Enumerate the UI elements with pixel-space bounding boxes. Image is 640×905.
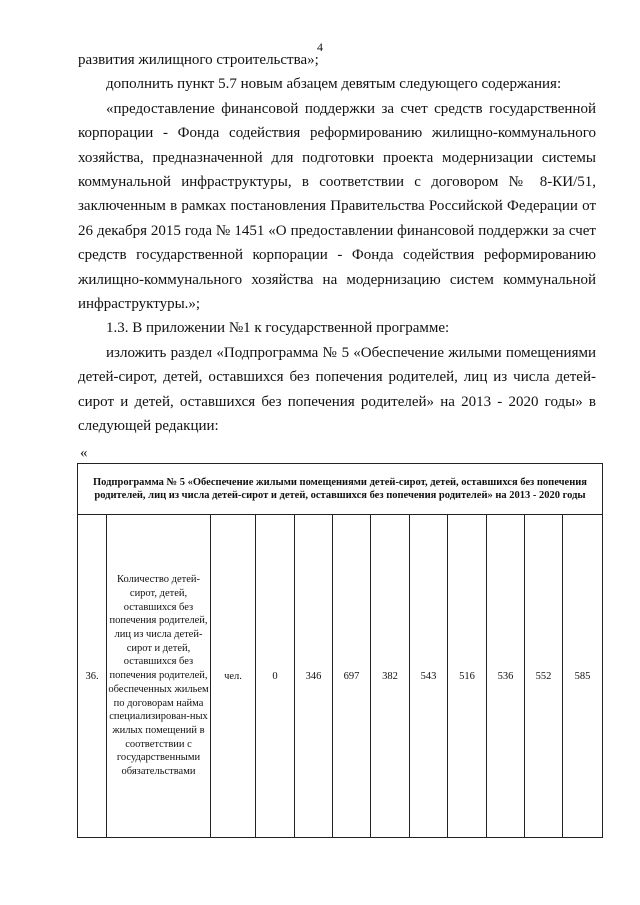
value-cell: 552 xyxy=(525,515,563,838)
value-cell: 382 xyxy=(371,515,410,838)
paragraph: развития жилищного строительства»; xyxy=(78,52,319,68)
page-number: 4 xyxy=(317,40,323,54)
paragraph: «предоставление финансовой поддержки за счет средств государственной корпорации - Фонда содействия реформированию жилищно-коммунального хозяйства, предназначенной для подготовки проекта модернизации системы коммунальной инфраструктуры, в соответствии с договором № 8-КИ/51, заключенным в рамках постановления Правительства Российской Федерации от 26 декабря 2015 года № 1451 «О предоставлении финансовой поддержки за счет средств государственной корпорации - Фонда содействия реформированию жилищно-коммунального хозяйства на модернизацию систем коммунальной инфраструктуры.»; xyxy=(78,100,596,313)
unit-cell: чел. xyxy=(211,515,256,838)
value-cell: 516 xyxy=(448,515,487,838)
value-cell: 346 xyxy=(295,515,333,838)
value-cell: 536 xyxy=(487,515,525,838)
value-cell: 585 xyxy=(563,515,603,838)
row-number-cell: 36. xyxy=(78,515,107,838)
subprogram-table xyxy=(77,463,603,838)
value-cell: 0 xyxy=(256,515,295,838)
document-body xyxy=(78,48,596,439)
value-cell: 543 xyxy=(410,515,448,838)
paragraph: дополнить пункт 5.7 новым абзацем девятым следующего содержания: xyxy=(106,76,562,93)
value-cell: 697 xyxy=(333,515,371,838)
table-title: Подпрограмма № 5 «Обеспечение жилыми помещениями детей-сирот, детей, оставшихся без попечения родителей, лиц из числа детей-сирот и детей, оставшихся без попечения родителей» на 2013 - 2020 годы xyxy=(78,464,603,515)
table-header-row xyxy=(78,464,603,515)
opening-quote-mark: « xyxy=(80,445,88,461)
paragraph: изложить раздел «Подпрограмма № 5 «Обеспечение жилыми помещениями детей-сирот, детей, оставшихся без попечения родителей, лиц из числа детей-сирот и детей, оставшихся без попечения родителей» на 2013 - 2020 годы» в следующей редакции: xyxy=(78,344,596,435)
paragraph: 1.3. В приложении №1 к государственной программе: xyxy=(106,320,450,337)
indicator-name-cell: Количество детей-сирот, детей, оставшихся без попечения родителей, лиц из числа детей-сирот и детей, оставшихся без попечения родителей, обеспеченных жильем по договорам найма специализирован-ных жилых помещений в соответствии с государственными обязательствами xyxy=(107,515,211,838)
table-row xyxy=(78,515,603,838)
